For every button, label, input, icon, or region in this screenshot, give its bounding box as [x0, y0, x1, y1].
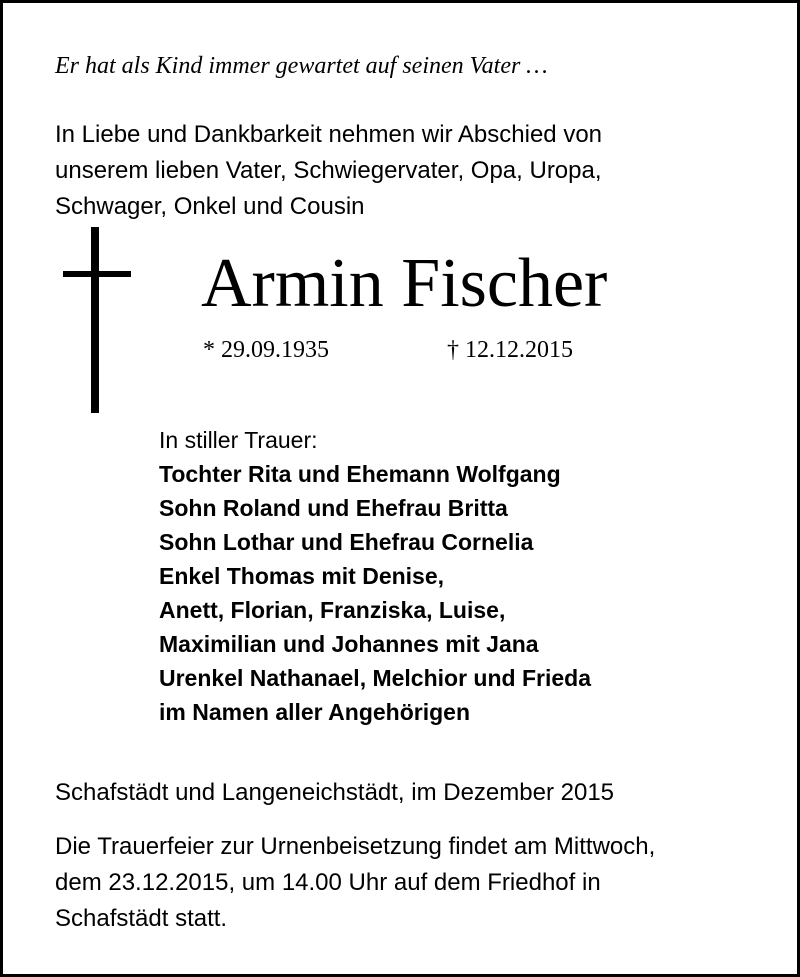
intro-line: In Liebe und Dankbarkeit nehmen wir Abschied von	[55, 121, 603, 148]
mourner-line: Anett, Florian, Franziska, Luise,	[159, 597, 506, 623]
death-date: † 12.12.2015	[447, 337, 573, 363]
mourner-line: Maximilian und Johannes mit Jana	[159, 631, 539, 657]
mourner-line: im Namen aller Angehörigen	[159, 699, 470, 725]
intro-line: unserem lieben Vater, Schwiegervater, Opa, Uropa,	[55, 157, 602, 184]
mourners-block	[159, 423, 591, 729]
mourner-line: Urenkel Nathanael, Melchior und Frieda	[159, 665, 591, 691]
birth-date: * 29.09.1935	[203, 337, 329, 363]
ceremony-text	[55, 829, 655, 937]
mourner-line: Sohn Roland und Ehefrau Britta	[159, 495, 508, 521]
intro-text	[55, 117, 602, 225]
mourner-line: Tochter Rita und Ehemann Wolfgang	[159, 461, 561, 487]
place-date-line: Schafstädt und Langeneichstädt, im Dezember 2015	[55, 779, 615, 806]
mourners-heading: In stiller Trauer:	[159, 427, 318, 453]
mourner-line: Sohn Lothar und Ehefrau Cornelia	[159, 529, 534, 555]
motto-line: Er hat als Kind immer gewartet auf seinen Vater …	[55, 53, 548, 79]
mourner-line: Enkel Thomas mit Denise,	[159, 563, 445, 589]
ceremony-line: dem 23.12.2015, um 14.00 Uhr auf dem Friedhof in	[55, 869, 601, 896]
cross-horizontal-bar	[63, 271, 131, 277]
ceremony-line: Die Trauerfeier zur Urnenbeisetzung findet am Mittwoch,	[55, 833, 656, 860]
deceased-name: Armin Fischer	[201, 245, 608, 322]
cross-vertical-bar	[91, 227, 99, 413]
cross-icon	[63, 227, 131, 413]
intro-line: Schwager, Onkel und Cousin	[55, 193, 365, 220]
ceremony-line: Schafstädt statt.	[55, 905, 228, 932]
